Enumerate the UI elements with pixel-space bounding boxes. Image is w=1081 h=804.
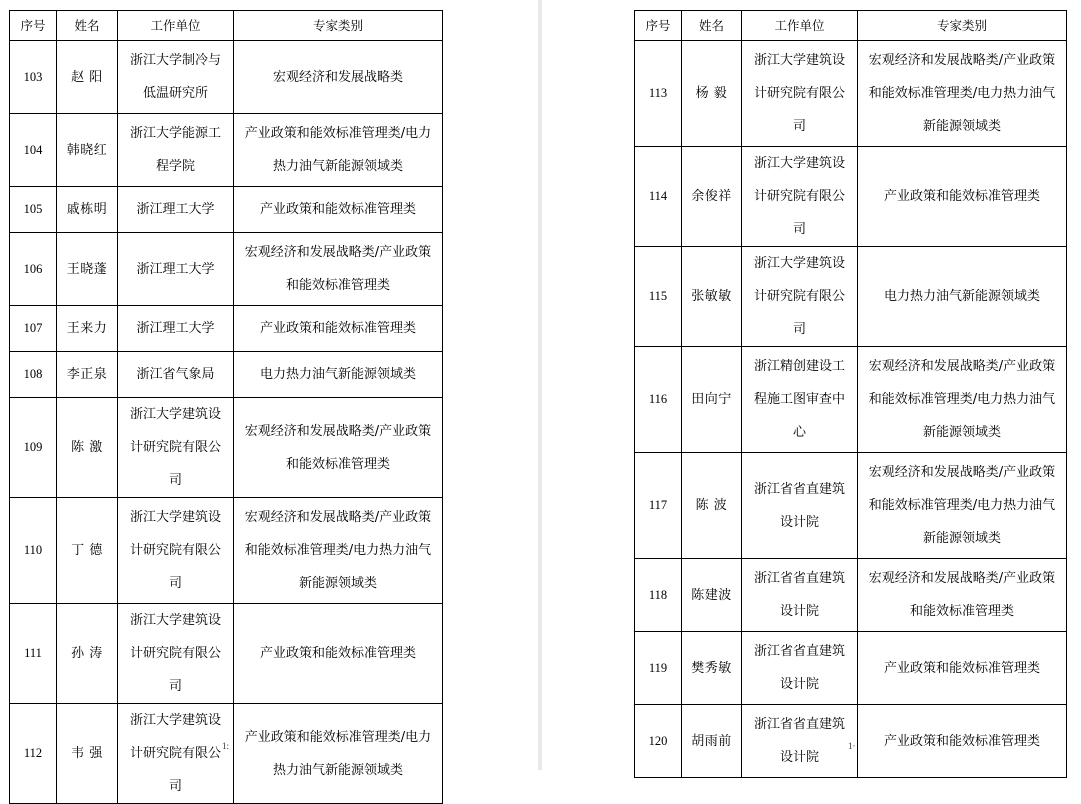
header-index: 序号 <box>635 11 682 41</box>
header-org: 工作单位 <box>742 11 858 41</box>
row-index: 103 <box>10 41 57 114</box>
row-index: 110 <box>10 498 57 604</box>
row-name: 丁 德 <box>57 498 118 604</box>
row-category: 宏观经济和发展战略类/产业政策和能效标准管理类 <box>234 233 443 306</box>
table-row <box>635 559 1067 632</box>
row-org: 浙江大学建筑设计研究院有限公司 <box>118 704 234 804</box>
table-row <box>10 187 443 233</box>
row-org: 浙江省省直建筑设计院 <box>742 559 858 632</box>
row-org: 浙江大学建筑设计研究院有限公司 <box>742 147 858 247</box>
row-category: 宏观经济和发展战略类/产业政策和能效标准管理类 <box>234 398 443 498</box>
row-name: 陈建波 <box>682 559 742 632</box>
left-page <box>9 10 443 804</box>
table-header-row <box>10 11 443 41</box>
row-name: 胡雨前 <box>682 705 742 778</box>
row-org: 浙江大学能源工程学院 <box>118 114 234 187</box>
header-category: 专家类别 <box>234 11 443 41</box>
table-row <box>635 632 1067 705</box>
row-category: 产业政策和能效标准管理类 <box>234 306 443 352</box>
table-row <box>10 704 443 804</box>
row-org: 浙江理工大学 <box>118 187 234 233</box>
row-name: 余俊祥 <box>682 147 742 247</box>
table-row <box>10 498 443 604</box>
row-name: 李正泉 <box>57 352 118 398</box>
page-divider <box>538 0 542 770</box>
row-name: 孙 涛 <box>57 604 118 704</box>
table-row <box>635 41 1067 147</box>
row-name: 王晓蓬 <box>57 233 118 306</box>
row-category: 宏观经济和发展战略类/产业政策和能效标准管理类/电力热力油气新能源领域类 <box>234 498 443 604</box>
row-category: 宏观经济和发展战略类/产业政策和能效标准管理类/电力热力油气新能源领域类 <box>858 453 1067 559</box>
table-row <box>10 306 443 352</box>
row-name: 赵 阳 <box>57 41 118 114</box>
table-row <box>10 604 443 704</box>
row-org: 浙江理工大学 <box>118 233 234 306</box>
row-org: 浙江大学建筑设计研究院有限公司 <box>118 398 234 498</box>
row-index: 115 <box>635 247 682 347</box>
row-index: 111 <box>10 604 57 704</box>
row-category: 产业政策和能效标准管理类 <box>858 705 1067 778</box>
table-row <box>10 233 443 306</box>
row-category: 产业政策和能效标准管理类/电力热力油气新能源领域类 <box>234 704 443 804</box>
row-name: 田向宁 <box>682 347 742 453</box>
row-index: 105 <box>10 187 57 233</box>
expert-table-left <box>9 10 443 804</box>
row-org: 浙江大学建筑设计研究院有限公司 <box>118 498 234 604</box>
row-index: 118 <box>635 559 682 632</box>
header-index: 序号 <box>10 11 57 41</box>
table-row <box>10 114 443 187</box>
row-category: 电力热力油气新能源领域类 <box>234 352 443 398</box>
table-row <box>635 347 1067 453</box>
row-index: 112 <box>10 704 57 804</box>
row-org: 浙江省气象局 <box>118 352 234 398</box>
row-index: 108 <box>10 352 57 398</box>
expert-table-right <box>634 10 1067 778</box>
row-category: 产业政策和能效标准管理类/电力热力油气新能源领域类 <box>234 114 443 187</box>
table-row <box>10 41 443 114</box>
row-category: 产业政策和能效标准管理类 <box>858 147 1067 247</box>
table-row <box>635 453 1067 559</box>
row-name: 陈 激 <box>57 398 118 498</box>
row-org: 浙江大学建筑设计研究院有限公司 <box>742 41 858 147</box>
row-index: 109 <box>10 398 57 498</box>
header-name: 姓名 <box>57 11 118 41</box>
row-org: 浙江省省直建筑设计院 <box>742 453 858 559</box>
row-name: 韩晓红 <box>57 114 118 187</box>
row-name: 张敏敏 <box>682 247 742 347</box>
row-name: 王来力 <box>57 306 118 352</box>
table-row <box>635 247 1067 347</box>
row-index: 117 <box>635 453 682 559</box>
table-body-right <box>635 41 1067 778</box>
row-org: 浙江理工大学 <box>118 306 234 352</box>
row-category: 宏观经济和发展战略类 <box>234 41 443 114</box>
table-row <box>10 398 443 498</box>
row-index: 104 <box>10 114 57 187</box>
row-index: 107 <box>10 306 57 352</box>
row-org: 浙江大学建筑设计研究院有限公司 <box>118 604 234 704</box>
row-category: 电力热力油气新能源领域类 <box>858 247 1067 347</box>
row-index: 106 <box>10 233 57 306</box>
row-name: 杨 毅 <box>682 41 742 147</box>
row-category: 宏观经济和发展战略类/产业政策和能效标准管理类/电力热力油气新能源领域类 <box>858 347 1067 453</box>
row-category: 宏观经济和发展战略类/产业政策和能效标准管理类 <box>858 559 1067 632</box>
row-org: 浙江大学建筑设计研究院有限公司 <box>742 247 858 347</box>
row-index: 113 <box>635 41 682 147</box>
row-index: 114 <box>635 147 682 247</box>
table-row <box>10 352 443 398</box>
row-org: 浙江精创建设工程施工图审查中心 <box>742 347 858 453</box>
table-body-left <box>10 41 443 804</box>
table-row <box>635 147 1067 247</box>
row-index: 120 <box>635 705 682 778</box>
row-category: 产业政策和能效标准管理类 <box>858 632 1067 705</box>
page-number-right: 1· <box>848 741 856 751</box>
row-index: 119 <box>635 632 682 705</box>
row-category: 产业政策和能效标准管理类 <box>234 187 443 233</box>
row-category: 宏观经济和发展战略类/产业政策和能效标准管理类/电力热力油气新能源领域类 <box>858 41 1067 147</box>
row-name: 韦 强 <box>57 704 118 804</box>
row-index: 116 <box>635 347 682 453</box>
row-name: 樊秀敏 <box>682 632 742 705</box>
row-category: 产业政策和能效标准管理类 <box>234 604 443 704</box>
table-header-row <box>635 11 1067 41</box>
row-name: 陈 波 <box>682 453 742 559</box>
row-org: 浙江省省直建筑设计院 <box>742 705 858 778</box>
header-category: 专家类别 <box>858 11 1067 41</box>
header-org: 工作单位 <box>118 11 234 41</box>
row-org: 浙江省省直建筑设计院 <box>742 632 858 705</box>
right-page <box>634 10 1067 778</box>
row-org: 浙江大学制冷与低温研究所 <box>118 41 234 114</box>
page-number-left: 1: <box>222 741 230 751</box>
row-name: 戚栋明 <box>57 187 118 233</box>
header-name: 姓名 <box>682 11 742 41</box>
